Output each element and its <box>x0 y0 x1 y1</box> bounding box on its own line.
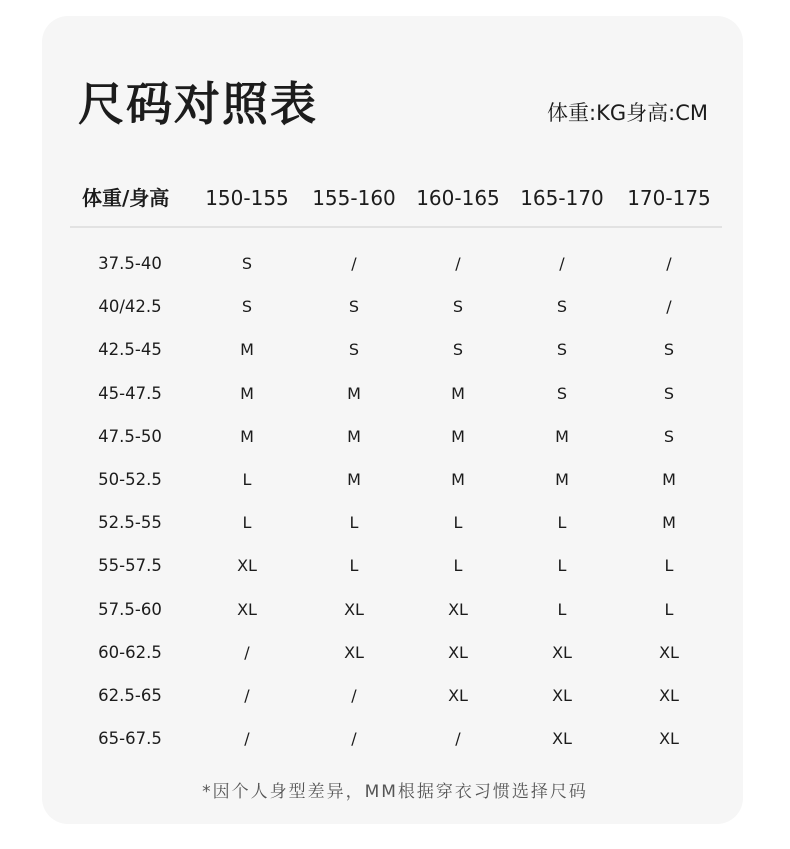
size-cell: / <box>351 729 357 749</box>
size-cell: L <box>557 513 567 533</box>
height-header-2: 155-160 <box>312 186 396 210</box>
weight-range-cell: 45-47.5 <box>98 383 162 403</box>
size-cell: S <box>663 383 675 403</box>
size-cell: XL <box>659 685 679 705</box>
size-cell: M <box>555 426 569 446</box>
size-cell: XL <box>659 642 679 662</box>
table-row <box>70 590 722 633</box>
height-header-4: 165-170 <box>520 186 604 210</box>
size-cell: M <box>347 383 361 403</box>
size-cell: L <box>557 556 567 576</box>
size-cell: XL <box>659 729 679 749</box>
weight-range-cell: 47.5-50 <box>98 426 162 446</box>
size-cell: XL <box>448 685 468 705</box>
size-cell: / <box>455 254 461 273</box>
table-row <box>70 330 722 373</box>
table-row <box>70 503 722 546</box>
size-cell: L <box>349 513 359 533</box>
weight-range-cell: 65-67.5 <box>98 729 162 749</box>
size-cell: / <box>244 685 250 705</box>
header-divider <box>70 226 722 228</box>
size-cell: S <box>452 340 464 360</box>
table-row <box>70 676 722 719</box>
table-row <box>70 287 722 330</box>
weight-range-cell: 37.5-40 <box>98 254 162 273</box>
size-cell: / <box>244 729 250 749</box>
table-row <box>70 244 722 287</box>
size-cell: XL <box>552 729 572 749</box>
size-cell: XL <box>237 599 257 619</box>
weight-range-cell: 57.5-60 <box>98 599 162 619</box>
size-cell: S <box>556 383 568 403</box>
table-row <box>70 719 722 762</box>
size-cell: M <box>347 469 361 489</box>
size-cell: L <box>349 556 359 576</box>
size-cell: L <box>664 556 674 576</box>
size-table-body <box>70 244 722 762</box>
size-cell: M <box>451 469 465 489</box>
size-cell: / <box>455 729 461 749</box>
page-title: 尺码对照表 <box>78 77 318 131</box>
size-cell: M <box>662 513 676 533</box>
size-cell: M <box>240 426 254 446</box>
weight-range-cell: 50-52.5 <box>98 469 162 489</box>
size-cell: / <box>666 297 672 317</box>
weight-range-cell: 55-57.5 <box>98 556 162 576</box>
size-cell: S <box>452 297 464 317</box>
table-header-row <box>70 182 722 214</box>
size-cell: M <box>347 426 361 446</box>
size-cell: M <box>555 469 569 489</box>
size-cell: L <box>664 599 674 619</box>
size-cell: XL <box>344 642 364 662</box>
size-cell: L <box>557 599 567 619</box>
height-header-5: 170-175 <box>627 186 711 210</box>
size-cell: XL <box>448 599 468 619</box>
size-cell: L <box>453 556 463 576</box>
size-cell: XL <box>448 642 468 662</box>
size-cell: M <box>240 340 254 360</box>
size-cell: M <box>240 383 254 403</box>
size-cell: L <box>242 513 252 533</box>
size-cell: / <box>559 254 565 273</box>
size-cell: / <box>351 685 357 705</box>
height-header-3: 160-165 <box>416 186 500 210</box>
table-row <box>70 633 722 676</box>
size-cell: S <box>348 297 360 317</box>
footnote: *因个人身型差异，MM根据穿衣习惯选择尺码 <box>202 782 588 802</box>
size-cell: S <box>348 340 360 360</box>
size-cell: S <box>663 426 675 446</box>
table-row <box>70 460 722 503</box>
size-cell: XL <box>344 599 364 619</box>
weight-range-cell: 52.5-55 <box>98 513 162 533</box>
corner-header: 体重/身高 <box>82 186 170 210</box>
size-cell: S <box>556 297 568 317</box>
weight-range-cell: 60-62.5 <box>98 642 162 662</box>
size-cell: XL <box>237 556 257 576</box>
unit-note: 体重:KG身高:CM <box>547 101 708 125</box>
weight-range-cell: 42.5-45 <box>98 340 162 360</box>
size-cell: S <box>556 340 568 360</box>
size-cell: / <box>351 254 357 273</box>
size-cell: S <box>241 254 253 273</box>
size-cell: / <box>666 254 672 273</box>
table-row <box>70 546 722 589</box>
height-header-1: 150-155 <box>205 186 289 210</box>
size-cell: L <box>453 513 463 533</box>
weight-range-cell: 62.5-65 <box>98 685 162 705</box>
size-cell: S <box>663 340 675 360</box>
size-cell: XL <box>552 685 572 705</box>
size-cell: M <box>451 383 465 403</box>
size-cell: L <box>242 469 252 489</box>
size-cell: / <box>244 642 250 662</box>
size-cell: M <box>662 469 676 489</box>
size-cell: S <box>241 297 253 317</box>
table-row <box>70 374 722 417</box>
weight-range-cell: 40/42.5 <box>98 297 162 317</box>
size-cell: XL <box>552 642 572 662</box>
table-row <box>70 417 722 460</box>
size-cell: M <box>451 426 465 446</box>
